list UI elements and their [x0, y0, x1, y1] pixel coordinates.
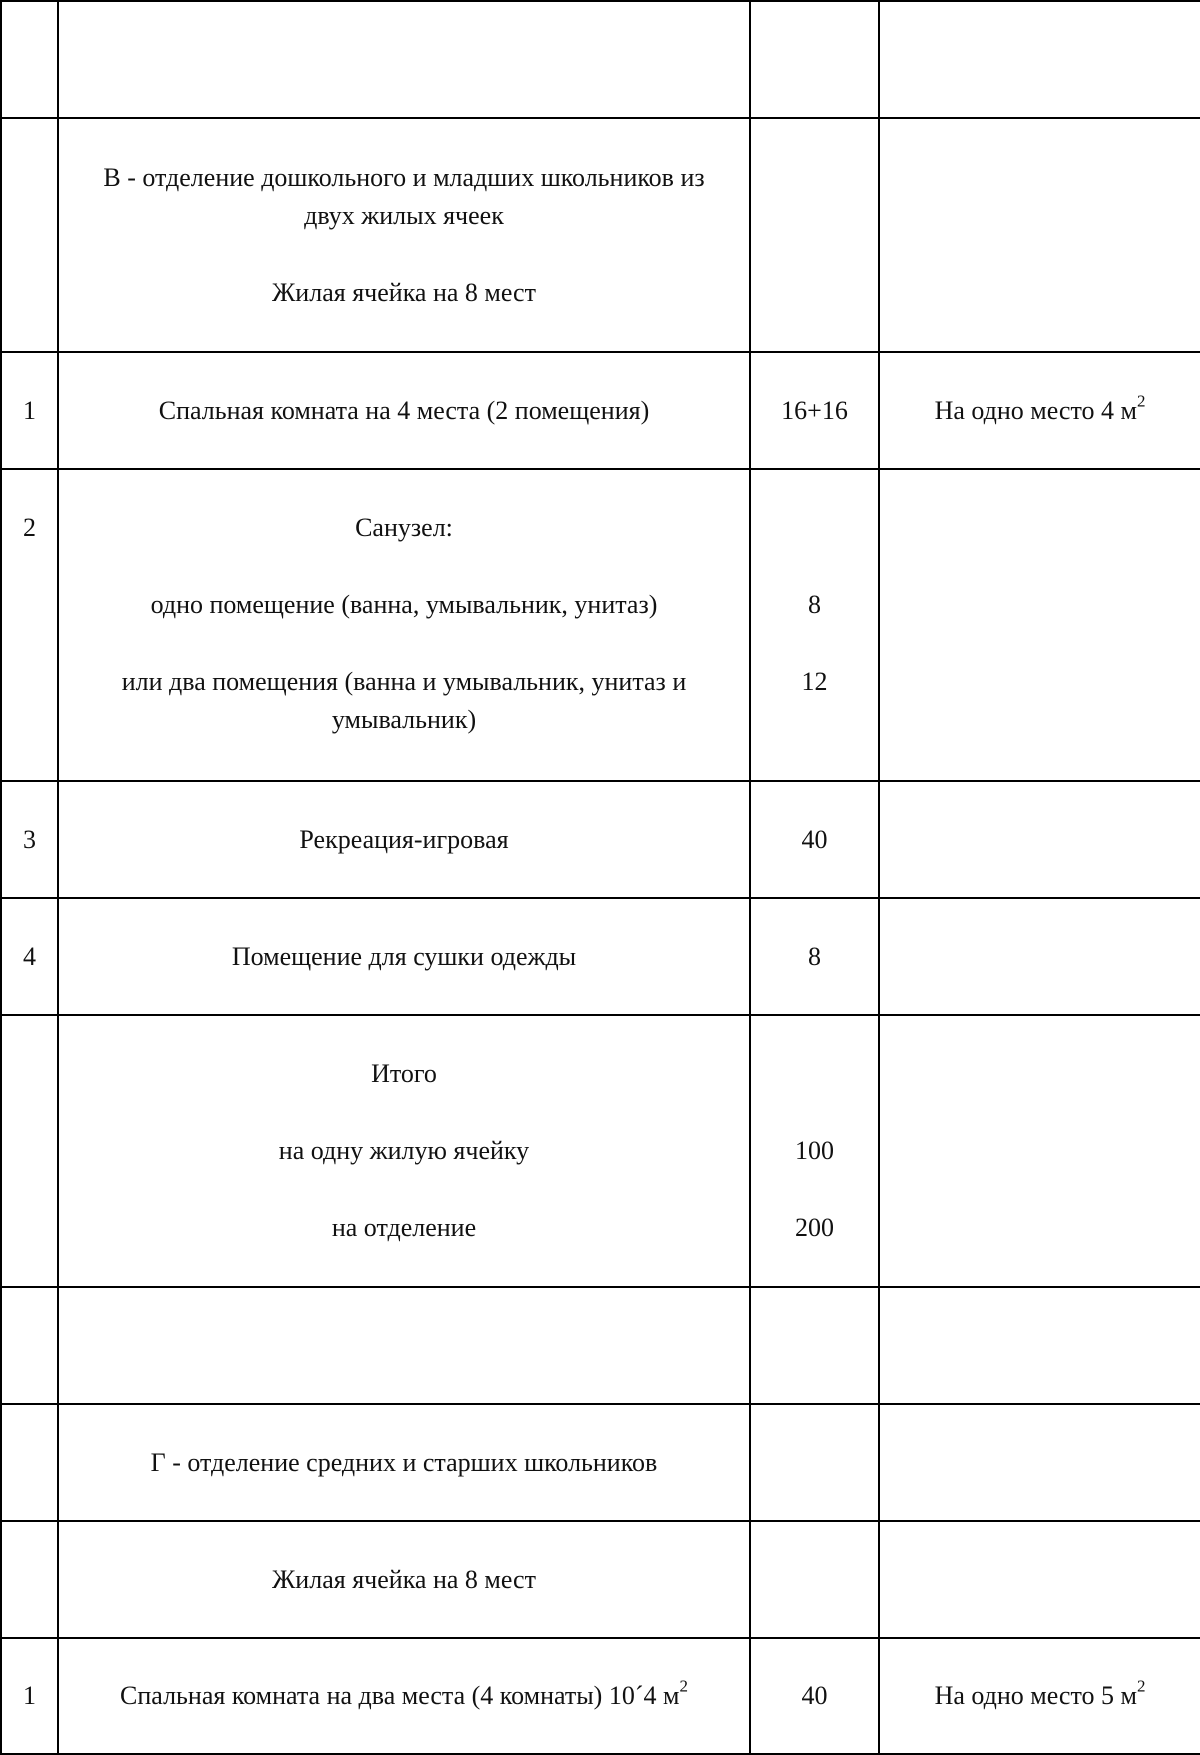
note-cell	[879, 1, 1200, 118]
row-number-cell	[1, 1404, 58, 1521]
area-cell	[750, 1521, 879, 1638]
row-number-cell: 1	[1, 1638, 58, 1754]
note-cell	[879, 1638, 1200, 1754]
table-row	[1, 1521, 1200, 1638]
cell-line: Санузел:	[355, 513, 453, 542]
row-number-cell: 1	[1, 352, 58, 469]
room-name-cell: Рекреация-игровая	[58, 781, 750, 898]
row-number-cell	[1, 1, 58, 118]
table-row	[1, 118, 1200, 352]
room-name-cell	[58, 1, 750, 118]
table-row	[1, 1287, 1200, 1404]
note-cell	[879, 352, 1200, 469]
row-number-cell	[1, 1521, 58, 1638]
room-name-cell	[58, 1638, 750, 1754]
room-name-text: Спальная комната на два места (4 комнаты) 10´4 м	[120, 1681, 680, 1710]
row-number-cell	[1, 1287, 58, 1404]
name-superscript: 2	[679, 1676, 688, 1696]
room-name-cell	[58, 469, 750, 781]
area-value: 200	[795, 1213, 834, 1242]
area-cell	[750, 1404, 879, 1521]
table-row	[1, 1404, 1200, 1521]
room-name-cell	[58, 118, 750, 352]
area-cell: 16+16	[750, 352, 879, 469]
area-cell	[750, 1287, 879, 1404]
note-cell	[879, 1015, 1200, 1287]
room-name-cell	[58, 1287, 750, 1404]
note-text: На одно место 4 м	[934, 395, 1137, 425]
area-value: 8	[808, 590, 821, 619]
row-number-cell: 4	[1, 898, 58, 1015]
section-title: В - отделение дошкольного и младших школьников из двух жилых ячеек	[103, 162, 705, 230]
note-cell	[879, 1404, 1200, 1521]
table-row	[1, 1, 1200, 118]
table-row	[1, 781, 1200, 898]
table-row	[1, 352, 1200, 469]
note-cell	[879, 1287, 1200, 1404]
note-cell	[879, 469, 1200, 781]
room-name-cell	[58, 1015, 750, 1287]
note-cell	[879, 781, 1200, 898]
row-number-cell: 2	[1, 469, 58, 781]
note-cell	[879, 1521, 1200, 1638]
note-cell	[879, 118, 1200, 352]
area-cell: 8	[750, 898, 879, 1015]
area-cell	[750, 1015, 879, 1287]
total-label: Итого	[371, 1059, 437, 1088]
area-cell: 40	[750, 1638, 879, 1754]
area-cell	[750, 118, 879, 352]
cell-subtitle: Жилая ячейка на 8 мест	[272, 277, 536, 307]
area-cell	[750, 1, 879, 118]
room-name-cell: Спальная комната на 4 места (2 помещения)	[58, 352, 750, 469]
table-row	[1, 1638, 1200, 1754]
cell-line: на одну жилую ячейку	[278, 1136, 530, 1165]
note-superscript: 2	[1136, 1676, 1146, 1696]
room-name-cell: Помещение для сушки одежды	[58, 898, 750, 1015]
area-cell: 40	[750, 781, 879, 898]
note-cell	[879, 898, 1200, 1015]
area-value: 12	[801, 667, 828, 696]
cell-line: или два помещения (ванна и умывальник, унитаз и умывальник)	[121, 667, 687, 734]
table-row	[1, 1015, 1200, 1287]
cell-line: на отделение	[331, 1213, 477, 1242]
room-name-cell: Жилая ячейка на 8 мест	[58, 1521, 750, 1638]
row-number-cell	[1, 1015, 58, 1287]
area-cell	[750, 469, 879, 781]
area-value: 100	[795, 1136, 834, 1165]
row-number-cell	[1, 118, 58, 352]
cell-line: одно помещение (ванна, умывальник, унитаз)	[150, 590, 658, 619]
room-name-cell: Г - отделение средних и старших школьников	[58, 1404, 750, 1521]
table-row	[1, 469, 1200, 781]
table-row	[1, 898, 1200, 1015]
note-superscript: 2	[1136, 390, 1146, 410]
row-number-cell: 3	[1, 781, 58, 898]
note-text: На одно место 5 м	[934, 1681, 1137, 1710]
